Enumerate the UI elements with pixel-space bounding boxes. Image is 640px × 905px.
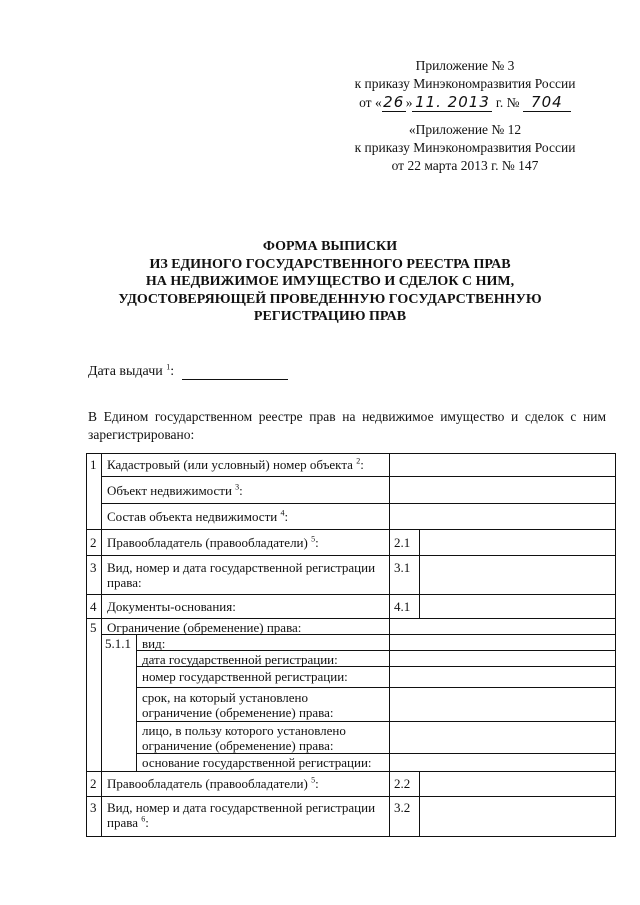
intro-line-1: В Едином государственном реестре прав на недвижимое имущество и сделок с ним xyxy=(88,409,606,424)
title-line: УДОСТОВЕРЯЮЩЕЙ ПРОВЕДЕННУЮ ГОСУДАРСТВЕННУЮ xyxy=(118,291,542,307)
table-border xyxy=(136,634,137,771)
appendix-header xyxy=(300,57,630,112)
handwritten-order-number: 704 xyxy=(523,93,571,112)
table-border xyxy=(86,618,616,619)
row-number: 5 xyxy=(90,620,97,635)
table-border xyxy=(136,753,616,754)
row-number: 3 xyxy=(90,800,97,815)
table-border xyxy=(419,529,420,618)
row-number: 4 xyxy=(90,599,97,614)
original-date-line: от 22 марта 2013 г. № 147 xyxy=(391,158,539,173)
table-border xyxy=(86,453,87,837)
table-border xyxy=(136,721,616,722)
intro-line-2: зарегистрировано: xyxy=(88,427,195,442)
encumbrance-type-label: вид: xyxy=(142,636,166,651)
encumbrance-reg-date-label: дата государственной регистрации: xyxy=(142,652,338,667)
issue-date: Дата выдачи $^1$: xyxy=(88,364,288,380)
encumbrance-basis-label: основание государственной регистрации: xyxy=(142,755,372,770)
row-number: 3 xyxy=(90,560,97,575)
handwritten-day: 26 xyxy=(383,93,405,111)
handwritten-month-year: 11. 2013 xyxy=(412,93,492,112)
property-composition-label: Состав объекта недвижимости $^4$: xyxy=(107,508,289,524)
appendix-order-line: к приказу Минэкономразвития России xyxy=(354,76,576,91)
field-code: 2.1 xyxy=(394,535,411,550)
field-code: 3.1 xyxy=(394,560,411,575)
right-registration-label: Вид, номер и дата государственной регистрации права $^6$: xyxy=(107,800,376,830)
footnote-mark: 1 xyxy=(166,362,171,372)
encumbrance-reg-number-label: номер государственной регистрации: xyxy=(142,669,348,684)
right-registration-label: Вид, номер и дата государственной регистрации права: xyxy=(107,560,376,590)
table-border xyxy=(86,453,616,454)
appendix-date-line: от «26» 11. 2013 г. № 704 xyxy=(300,93,630,112)
document-title xyxy=(60,238,600,326)
basis-documents-label: Документы-основания: xyxy=(107,599,236,614)
table-border xyxy=(389,453,390,837)
property-object-label: Объект недвижимости $^3$: xyxy=(107,482,243,498)
table-border xyxy=(615,453,616,837)
title-line: РЕГИСТРАЦИЮ ПРАВ xyxy=(253,309,407,324)
right-holder-label: Правообладатель (правообладатели) $^5$: xyxy=(107,534,319,550)
encumbrance-beneficiary-label: лицо, в пользу которого установлено ограничение (обременение) права: xyxy=(142,723,346,753)
row-number: 2 xyxy=(90,535,97,550)
encumbrance-label: Ограничение (обременение) права: xyxy=(107,620,302,635)
table-border xyxy=(419,771,420,837)
row-number: 1 xyxy=(90,457,97,472)
intro-text xyxy=(88,408,606,444)
issue-date-blank xyxy=(182,365,288,380)
title-line: НА НЕДВИЖИМОЕ ИМУЩЕСТВО И СДЕЛОК С НИМ, xyxy=(145,274,515,289)
table-border xyxy=(86,796,616,797)
table-border xyxy=(136,687,616,688)
table-border xyxy=(136,650,616,651)
table-border xyxy=(101,503,616,504)
table-border xyxy=(86,836,616,837)
original-appendix-header xyxy=(300,121,630,175)
row-number: 2 xyxy=(90,776,97,791)
table-border xyxy=(86,771,616,772)
field-code: 2.2 xyxy=(394,776,411,791)
table-border xyxy=(86,555,616,556)
title-line: ИЗ ЕДИНОГО ГОСУДАРСТВЕННОГО РЕЕСТРА ПРАВ xyxy=(149,256,511,272)
table-border xyxy=(86,594,616,595)
table-border xyxy=(101,453,102,837)
title-line: ФОРМА ВЫПИСКИ xyxy=(262,239,398,254)
field-code: 4.1 xyxy=(394,599,411,614)
issue-date-label: Дата выдачи xyxy=(88,364,163,379)
right-holder-label: Правообладатель (правообладатели) $^5$: xyxy=(107,775,319,791)
registry-form-table xyxy=(86,453,616,837)
table-border xyxy=(101,476,616,477)
original-order-line: к приказу Минэкономразвития России xyxy=(354,140,576,155)
sub-field-code: 5.1.1 xyxy=(105,636,131,651)
appendix-number: Приложение № 3 xyxy=(415,58,515,73)
cadastral-number-label: Кадастровый (или условный) номер объекта $^2$: xyxy=(107,456,364,472)
field-code: 3.2 xyxy=(394,800,411,815)
original-appendix-number: «Приложение № 12 xyxy=(408,122,522,137)
table-border xyxy=(86,529,616,530)
encumbrance-term-label: срок, на который установлено ограничение (обременение) права: xyxy=(142,690,334,720)
